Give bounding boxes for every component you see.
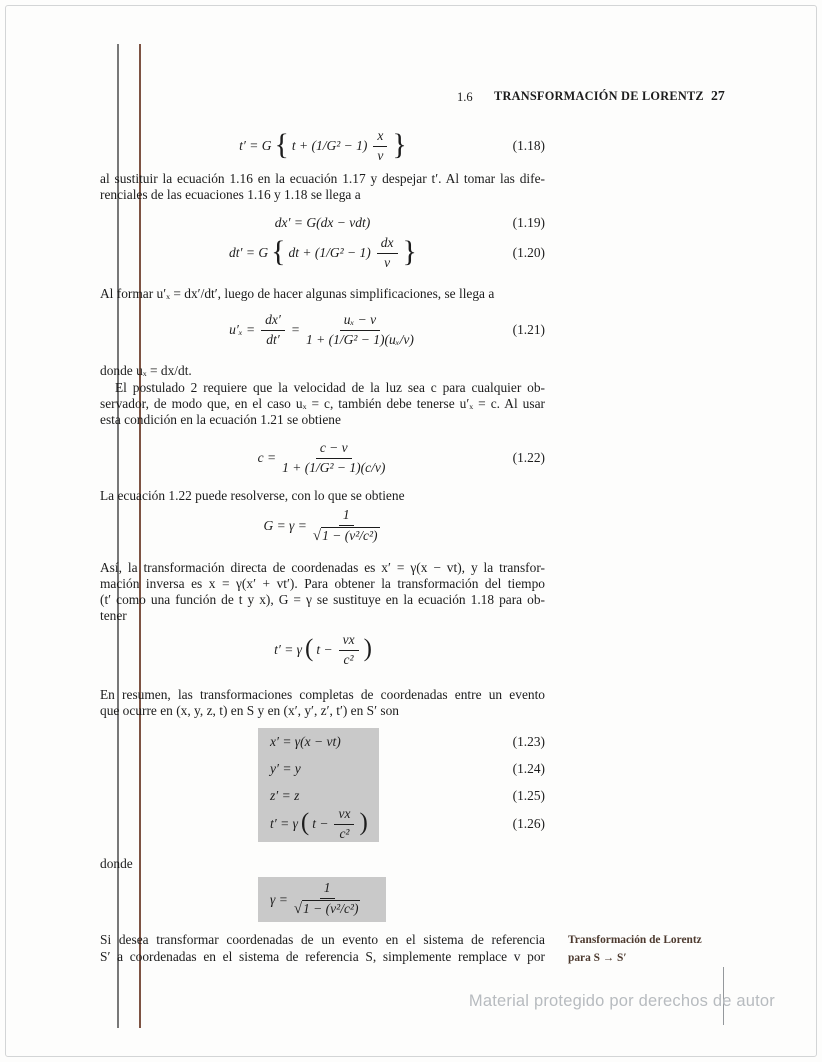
gamma-def-denominator [313, 526, 380, 546]
body-text-line: donde uₓ = dx/dt. [100, 363, 192, 378]
equation-t-prime [100, 628, 545, 672]
tprime-body: t − [316, 642, 333, 657]
gamma-box-lhs: γ = [270, 891, 288, 907]
eq125-number: (1.25) [512, 788, 545, 803]
tprime-numerator: vx [339, 632, 359, 651]
radical-sign: √ [293, 901, 303, 918]
eq124-body: y′ = y [270, 761, 301, 776]
gamma-def-numerator: 1 [339, 507, 354, 526]
eq121-equals: = [290, 322, 300, 337]
eq119-body: dx′ = G(dx − vdt) [274, 215, 371, 230]
body-text-line: La ecuación 1.22 puede resolverse, con lo que se obtiene [100, 488, 405, 503]
page-number: 27 [711, 88, 725, 103]
open-brace: { [271, 235, 286, 268]
eq120-number: (1.20) [512, 245, 545, 260]
eq121-f2-numerator: uₓ − v [340, 312, 380, 331]
sqrt-argument: 1 − (v²/c²) [303, 901, 359, 917]
eq118-number: (1.18) [512, 138, 545, 153]
eq121-f1-denominator: dt′ [266, 331, 280, 347]
body-text-line: tener [100, 608, 127, 623]
body-text-line: mación inversa es x = γ(x′ + vt′). Para obtener la transformación del tiempo [100, 576, 545, 591]
eq121-f2-denominator: 1 + (1/G² − 1)(uₓ/v) [306, 331, 414, 347]
close-brace: } [402, 235, 417, 268]
section-title: TRANSFORMACIÓN DE LORENTZ [494, 89, 704, 103]
open-brace: { [274, 128, 289, 161]
body-text-line: donde [100, 856, 133, 871]
eq118-denominator: v [377, 147, 384, 163]
section-number: 1.6 [457, 90, 473, 104]
equation-1-20 [100, 232, 545, 274]
eq121-fraction-2 [306, 312, 414, 349]
eq126-lhs: t′ = γ [270, 816, 298, 831]
body-text-line: Al formar u′ₓ = dx′/dt′, luego de hacer algunas simplificaciones, se llega a [100, 286, 495, 301]
eq118-numerator: x [373, 128, 387, 147]
close-paren: ) [359, 809, 368, 836]
body-text-line: En resumen, las transformaciones completas de coordenadas entre un evento [100, 687, 545, 702]
body-text-line: que ocurre en (x, y, z, t) en S y en (x′, y′, z′, t′) en S′ son [100, 703, 399, 718]
tprime-lhs: t′ = γ [274, 642, 302, 657]
body-text-line: servador, de modo que, en el caso uₓ = c, también debe tenerse u′ₓ = c. Al usar [100, 396, 545, 411]
body-text-line: (t′ como una función de t y x), G = γ se sustituye en la ecuación 1.18 para ob- [100, 592, 545, 607]
gamma-def-fraction [313, 507, 380, 546]
eq118-body: t + (1/G² − 1) [291, 138, 368, 153]
eq126-numerator: vx [334, 806, 354, 825]
margin-note-line: para S → S′ [568, 951, 627, 964]
eq126-denominator: c² [339, 825, 350, 841]
tprime-fraction [339, 632, 359, 669]
eq122-lhs: c = [257, 450, 277, 465]
eq126-body: t − [312, 816, 329, 831]
eq124-number: (1.24) [512, 761, 545, 776]
eq123-number: (1.23) [512, 734, 545, 749]
tprime-denominator: c² [343, 651, 354, 667]
equation-1-26 [268, 805, 369, 843]
eq118-fraction [373, 128, 387, 165]
copyright-watermark: Material protegido por derechos de autor [468, 992, 775, 1010]
body-text-line: al sustituir la ecuación 1.16 en la ecuación 1.17 y despejar t′. Al tomar las dife- [100, 171, 545, 186]
eq121-f1-numerator: dx′ [261, 312, 285, 331]
body-text-line: esta condición en la ecuación 1.21 se obtiene [100, 412, 341, 427]
eq126-fraction [334, 806, 354, 843]
equation-1-24 [268, 761, 303, 777]
equation-1-21 [100, 308, 545, 352]
gamma-box-numerator: 1 [320, 880, 335, 899]
gamma-def-lhs: G = γ = [263, 518, 307, 533]
eq120-fraction [377, 235, 398, 272]
eq126-number: (1.26) [512, 816, 545, 831]
eq120-numerator: dx [377, 235, 398, 254]
eq120-lhs: dt′ = G [229, 245, 269, 260]
eq121-fraction-1 [261, 312, 285, 349]
eq123-body: x′ = γ(x − vt) [270, 734, 341, 749]
body-text-line: Así, la transformación directa de coordenadas es x′ = γ(x − vt), y la transfor- [100, 560, 545, 575]
eq125-body: z′ = z [270, 788, 300, 803]
close-brace: } [392, 128, 407, 161]
body-text-line: El postulado 2 requiere que la velocidad de la luz sea c para cualquier ob- [115, 380, 545, 395]
equation-1-25 [268, 788, 301, 804]
equation-1-23 [268, 734, 343, 750]
open-paren: ( [305, 635, 314, 662]
equation-1-18 [100, 124, 545, 168]
close-paren: ) [363, 635, 372, 662]
eq119-number: (1.19) [512, 215, 545, 230]
gamma-box-fraction [294, 880, 361, 919]
eq122-fraction [282, 440, 385, 477]
eq122-number: (1.22) [512, 450, 545, 465]
gamma-box-denominator [294, 899, 361, 919]
margin-note-line: Transformación de Lorentz [568, 934, 702, 946]
body-text-line: renciales de las ecuaciones 1.16 y 1.18 se llega a [100, 187, 361, 202]
eq121-lhs: u′ₓ = [229, 322, 256, 337]
body-text-line: Si desea transformar coordenadas de un evento en el sistema de referencia [100, 932, 545, 947]
eq120-body: dt + (1/G² − 1) [288, 245, 371, 260]
radical-sign: √ [312, 527, 322, 544]
eq121-number: (1.21) [512, 322, 545, 337]
equation-1-19 [100, 215, 545, 231]
equation-1-22 [100, 436, 545, 480]
sqrt-argument: 1 − (v²/c²) [322, 527, 378, 543]
eq122-numerator: c − v [316, 440, 352, 459]
body-text-line: S′ a coordenadas en el sistema de referencia S, simplemente remplace v por [100, 949, 545, 964]
eq120-denominator: v [384, 254, 391, 270]
eq122-denominator: 1 + (1/G² − 1)(c/v) [282, 459, 386, 475]
open-paren: ( [300, 809, 310, 836]
eq118-lhs: t′ = G [239, 138, 272, 153]
equation-gamma-box [268, 879, 364, 920]
equation-gamma-definition [100, 503, 545, 549]
margin-note [568, 932, 748, 967]
